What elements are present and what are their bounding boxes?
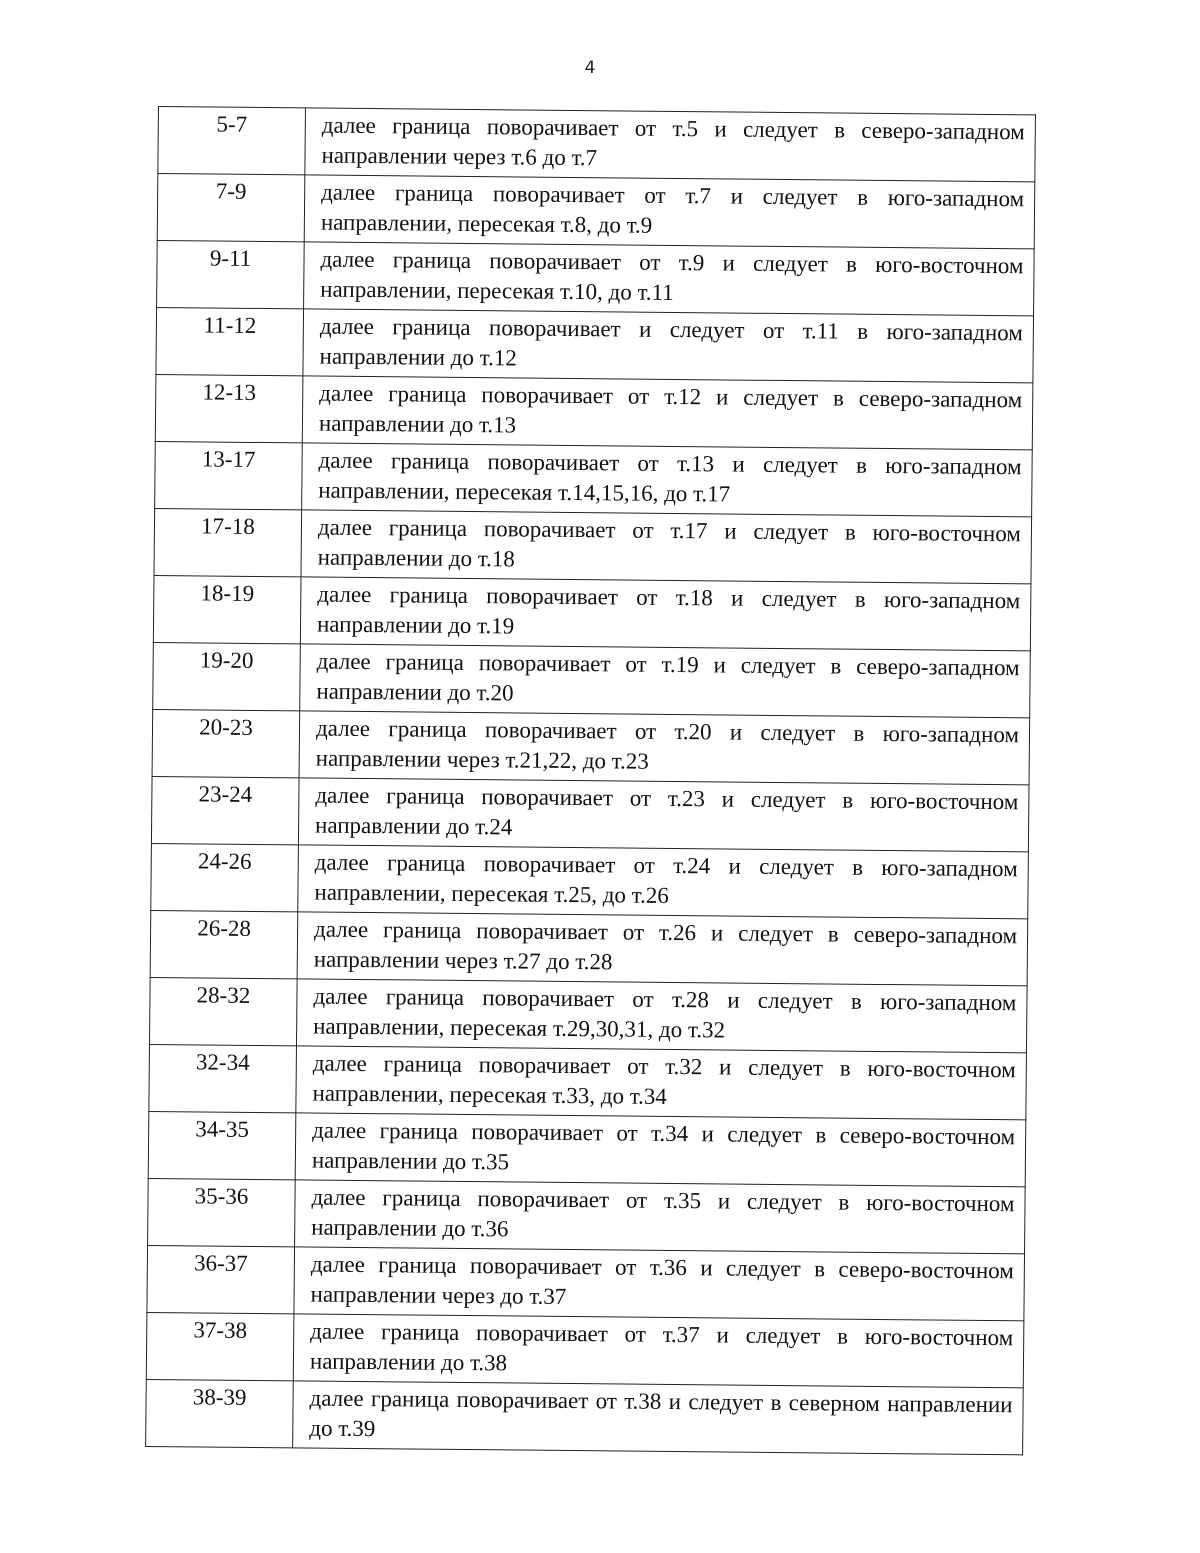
description-cell: далее граница поворачивает от т.5 и следует в северо-западном направлении через т.6 до т.7 [305, 108, 1036, 182]
segment-cell: 36-37 [147, 1245, 295, 1313]
segment-cell: 18-19 [153, 575, 301, 643]
description-cell: далее граница поворачивает от т.23 и следует в юго-восточном направлении до т.24 [298, 778, 1029, 852]
segment-cell: 5-7 [158, 107, 306, 175]
segment-cell: 28-32 [149, 977, 297, 1045]
segment-cell: 38-39 [146, 1379, 294, 1447]
description-cell: далее граница поворачивает от т.26 и следует в северо-западном направлении через т.27 до т.28 [297, 912, 1028, 986]
description-cell: далее граница поворачивает от т.32 и следует в юго-восточном направлении, пересекая т.33, до т.34 [296, 1046, 1027, 1120]
boundary-description-table [145, 106, 1036, 1455]
segment-cell: 34-35 [148, 1111, 296, 1179]
segment-cell: 19-20 [153, 642, 301, 710]
table-row [155, 441, 1033, 516]
description-cell: далее граница поворачивает от т.37 и следует в юго-восточном направлении до т.38 [293, 1314, 1024, 1388]
description-cell: далее граница поворачивает от т.36 и следует в северо-восточном направлении через до т.37 [294, 1247, 1025, 1321]
table-row [157, 240, 1035, 315]
description-cell: далее граница поворачивает от т.28 и следует в юго-западном направлении, пересекая т.29,30,31, до т.32 [296, 979, 1027, 1053]
table-row [151, 843, 1029, 918]
segment-cell: 7-9 [157, 174, 305, 242]
table-row [153, 575, 1031, 650]
table-row [146, 1379, 1024, 1454]
segment-cell: 35-36 [148, 1178, 296, 1246]
description-cell: далее граница поворачивает от т.38 и следует в северном направлении до т.39 [293, 1381, 1024, 1455]
description-cell: далее граница поворачивает от т.35 и следует в юго-восточном направлении до т.36 [295, 1180, 1026, 1254]
table-row [155, 374, 1033, 449]
description-cell: далее граница поворачивает от т.20 и следует в юго-западном направлении через т.21,22, до т.23 [299, 711, 1030, 785]
segment-cell: 37-38 [146, 1312, 294, 1380]
table-row [156, 307, 1034, 382]
table-row [148, 1178, 1026, 1253]
segment-cell: 26-28 [150, 910, 298, 978]
segment-cell: 20-23 [152, 709, 300, 777]
table-row [150, 910, 1028, 985]
segment-cell: 11-12 [156, 307, 304, 375]
table-row [149, 977, 1027, 1052]
table-row [157, 174, 1035, 249]
description-cell: далее граница поворачивает от т.24 и следует в юго-западном направлении, пересекая т.25, до т.26 [298, 845, 1029, 919]
segment-cell: 13-17 [155, 441, 303, 509]
description-cell: далее граница поворачивает и следует от т.11 в юго-западном направлении до т.12 [303, 309, 1034, 383]
table-row [152, 709, 1030, 784]
table-row [153, 642, 1031, 717]
table-row [147, 1245, 1025, 1320]
table-row [158, 107, 1036, 182]
description-cell: далее граница поворачивает от т.18 и следует в юго-западном направлении до т.19 [300, 577, 1031, 651]
segment-cell: 9-11 [157, 240, 305, 308]
segment-cell: 17-18 [154, 508, 302, 576]
table-row [146, 1312, 1024, 1387]
description-cell: далее граница поворачивает от т.19 и следует в северо-западном направлении до т.20 [300, 644, 1031, 718]
table-row [148, 1111, 1026, 1186]
description-cell: далее граница поворачивает от т.7 и следует в юго-западном направлении, пересекая т.8, до т.9 [304, 175, 1035, 249]
description-cell: далее граница поворачивает от т.34 и следует в северо-восточном направлении до т.35 [295, 1113, 1026, 1187]
segment-cell: 12-13 [155, 374, 303, 442]
table-row [154, 508, 1032, 583]
description-cell: далее граница поворачивает от т.17 и следует в юго-восточном направлении до т.18 [301, 510, 1032, 584]
segment-cell: 24-26 [151, 843, 299, 911]
table-row [151, 776, 1029, 851]
segment-cell: 32-34 [149, 1044, 297, 1112]
table-row [149, 1044, 1027, 1119]
description-cell: далее граница поворачивает от т.13 и следует в юго-западном направлении, пересекая т.14,15,16, до т.17 [302, 443, 1033, 517]
description-cell: далее граница поворачивает от т.9 и следует в юго-восточном направлении, пересекая т.10, до т.11 [304, 242, 1035, 316]
segment-cell: 23-24 [151, 776, 299, 844]
page-number: 4 [584, 58, 596, 78]
description-cell: далее граница поворачивает от т.12 и следует в северо-западном направлении до т.13 [302, 376, 1033, 450]
